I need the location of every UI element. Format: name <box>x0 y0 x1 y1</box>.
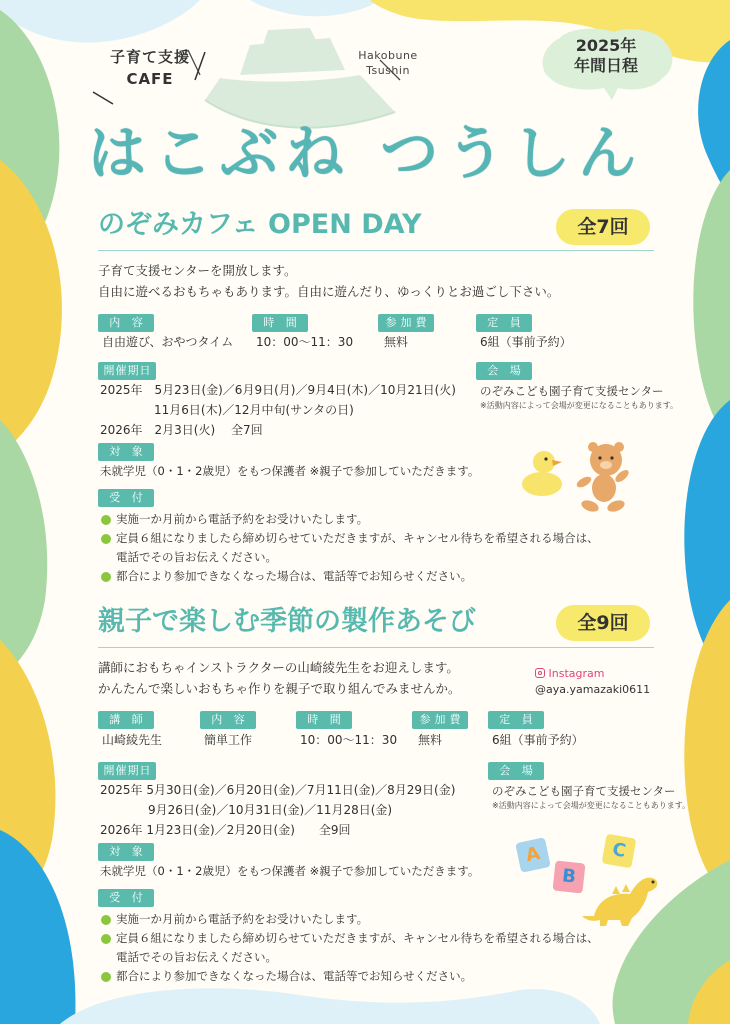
s1-venue-label: 会 場 <box>476 362 532 380</box>
s1-venue-note: ※活動内容によって会場が変更になることもあります。 <box>480 401 679 410</box>
duck-bear-illustration <box>518 436 636 516</box>
section1-badge: 全7回 <box>556 209 650 245</box>
bubble-line2: 年間日程 <box>573 56 638 75</box>
s2-time-label: 時 間 <box>296 711 352 729</box>
instagram-icon <box>535 668 545 678</box>
s1-bullet2-cont: 電話でその旨お伝えください。 <box>116 550 277 564</box>
s1-time-label: 時 間 <box>252 314 308 332</box>
header-subtitle-line2: CAFE <box>126 70 174 88</box>
header-en-line2: Tsushin <box>366 64 410 77</box>
blob-top-left <box>0 0 200 43</box>
s1-bullet2: 定員６組になりましたら締め切らせていただきますが、キャンセル待ちを希望される場合は、 <box>100 529 599 548</box>
s1-target-label: 対 象 <box>98 443 154 461</box>
s1-fee-label: 参加費 <box>378 314 434 332</box>
s2-reception-label: 受 付 <box>98 889 154 907</box>
instagram-handle[interactable]: @aya.yamazaki0611 <box>535 683 651 696</box>
section2-lead-line1: 講師におもちゃインストラクターの山崎綾先生をお迎えします。 <box>98 660 459 675</box>
s2-dates <box>100 780 455 840</box>
instagram-label: Instagram <box>548 667 605 680</box>
s2-dates-label: 開催期日 <box>98 762 156 780</box>
blob-left-green-mid <box>0 420 47 680</box>
s1-reception-label: 受 付 <box>98 489 154 507</box>
s1-dates-label: 開催期日 <box>98 362 156 380</box>
s2-dates-row1: 2025年 5月30日(金)／6月20日(金)／7月11日(金)／8月29日(金) <box>100 783 456 797</box>
blob-bottom-center <box>60 988 600 1024</box>
s2-time-value: 10：00〜11：30 <box>300 733 398 747</box>
section1-divider <box>98 250 654 251</box>
section2-lead-line2: かんたんで楽しいおもちゃ作りを親子で取り組んでみませんか。 <box>98 681 461 696</box>
s2-venue-note: ※活動内容によって会場が変更になることもあります。 <box>492 801 691 810</box>
dinosaur-icon <box>582 878 657 926</box>
year-schedule-bubble <box>538 26 674 90</box>
main-title: はこぶね つうしん <box>88 119 645 187</box>
bubble-line1: 2025年 <box>575 36 637 55</box>
blob-top-center <box>250 0 380 16</box>
section1-title: のぞみカフェ OPEN DAY <box>98 209 422 240</box>
duck-icon <box>522 451 562 496</box>
s2-content-label: 内 容 <box>200 711 256 729</box>
s2-venue-label: 会 場 <box>488 762 544 780</box>
s1-venue-value: のぞみこども園子育て支援センター <box>480 384 664 398</box>
s2-content-value: 簡単工作 <box>204 733 253 747</box>
s1-bullet1: 実施一か月前から電話予約をお受けいたします。 <box>100 510 599 529</box>
s2-fee-value: 無料 <box>418 733 443 747</box>
s1-dates-row3: 2026年 2月3日(火) 全7回 <box>100 423 263 437</box>
header-subtitle <box>100 46 200 90</box>
s1-bullet3: 都合により参加できなくなった場合は、電話等でお知らせください。 <box>100 567 599 586</box>
s1-dates <box>100 380 456 440</box>
s2-capacity-value: 6組（事前予約） <box>492 733 584 747</box>
header-subtitle-line1: 子育て支援 <box>109 48 190 66</box>
header-en <box>348 48 428 78</box>
s1-time-value: 10：00〜11：30 <box>256 335 354 349</box>
s2-venue-value: のぞみこども園子育て支援センター <box>492 784 676 798</box>
blob-right-yellow <box>684 600 730 900</box>
section1-lead-line1: 子育て支援センターを開放します。 <box>98 263 297 278</box>
blob-left-yellow <box>0 160 62 455</box>
s2-lecturer-label: 講 師 <box>98 711 154 729</box>
block-b: B <box>553 861 586 894</box>
s1-reception-list <box>100 510 599 586</box>
section2-badge: 全9回 <box>556 605 650 641</box>
s1-content-value: 自由遊び、おやつタイム <box>102 335 234 349</box>
s1-content-label: 内 容 <box>98 314 154 332</box>
block-c: C <box>602 834 637 869</box>
s1-dates-row2: 11月6日(木)／12月中旬(サンタの日) <box>154 403 354 417</box>
section2-divider <box>98 647 654 648</box>
section2-title: 親子で楽しむ季節の製作あそび <box>98 606 476 637</box>
block-a: A <box>515 837 551 873</box>
header-slash-left <box>93 92 113 104</box>
blob-right-green <box>693 170 730 445</box>
teddy-bear-icon <box>575 442 631 514</box>
s2-target-value: 未就学児（0・1・2歳児）をもつ保護者 ※親子で参加していただきます。 <box>100 864 480 878</box>
s2-bullet1: 実施一か月前から電話予約をお受けいたします。 <box>100 910 599 929</box>
s1-capacity-label: 定 員 <box>476 314 532 332</box>
s2-bullet2: 定員６組になりましたら締め切らせていただきますが、キャンセル待ちを希望される場合は、 <box>100 929 599 948</box>
instagram-info <box>535 666 650 698</box>
header-en-line1: Hakobune <box>358 49 418 62</box>
s2-target-label: 対 象 <box>98 843 154 861</box>
section2-lead <box>98 657 461 699</box>
instagram-row <box>535 666 650 682</box>
s1-fee-value: 無料 <box>384 335 409 349</box>
s1-dates-row1: 2025年 5月23日(金)／6月9日(月)／9月4日(木)／10月21日(火) <box>100 383 456 397</box>
s2-capacity-label: 定 員 <box>488 711 544 729</box>
section1-lead-line2: 自由に遊べるおもちゃもあります。自由に遊んだり、ゆっくりとお過ごし下さい。 <box>98 284 560 299</box>
s2-dates-row3: 2026年 1月23日(金)／2月20日(金) 全9回 <box>100 823 351 837</box>
s2-fee-label: 参加費 <box>412 711 468 729</box>
s2-dates-row2: 9月26日(金)／10月31日(金)／11月28日(金) <box>148 803 393 817</box>
s1-capacity-value: 6組（事前予約） <box>480 335 572 349</box>
section1-lead <box>98 260 559 302</box>
s2-bullet2-cont: 電話でその旨お伝えください。 <box>116 950 277 964</box>
s2-bullet3: 都合により参加できなくなった場合は、電話等でお知らせください。 <box>100 967 599 986</box>
s1-target-value: 未就学児（0・1・2歳児）をもつ保護者 ※親子で参加していただきます。 <box>100 464 480 478</box>
blocks-dino-illustration <box>512 830 662 930</box>
s2-lecturer-value: 山崎綾先生 <box>102 733 163 747</box>
